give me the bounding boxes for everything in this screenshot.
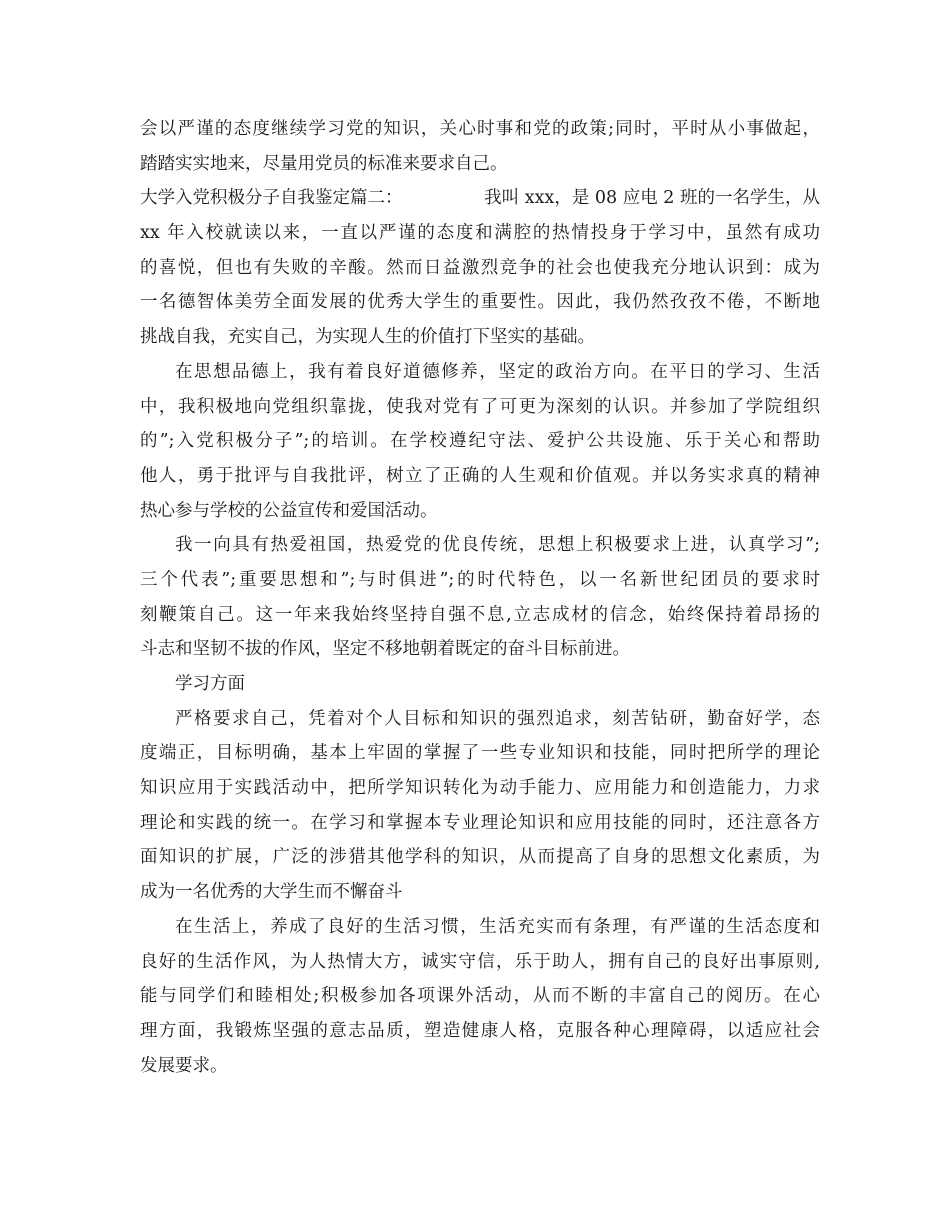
- text-line: 良好的生活作风，为人热情大方，诚实守信，乐于助人，拥有自己的良好出事原则,: [140, 951, 820, 972]
- text-line: 三个代表”;重要思想和”;与时俱进”;的时代特色，以一名新世纪团员的要求时: [140, 569, 820, 590]
- paragraph-first-line: 在生活上，养成了良好的生活习惯，生活充实而有条理，有严谨的生活态度和: [175, 916, 820, 937]
- text-line: 的喜悦，但也有失败的辛酸。然而日益激烈竞争的社会也使我充分地认识到：成为: [140, 257, 820, 278]
- text-line: 成为一名优秀的大学生而不懈奋斗: [140, 882, 403, 903]
- subsection-heading: 学习方面: [175, 674, 245, 694]
- section-heading-row: [140, 181, 820, 216]
- text-line: 他人，勇于批评与自我批评，树立了正确的人生观和价值观。并以务实求真的精神: [140, 465, 820, 486]
- text-line: 知识应用于实践活动中，把所学知识转化为动手能力、应用能力和创造能力，力求: [140, 778, 820, 799]
- text-line: 我叫 xxx，是 08 应电 2 班的一名学生，从: [484, 188, 820, 209]
- text-line: 一名德智体美劳全面发展的优秀大学生的重要性。因此，我仍然孜孜不倦，不断地: [140, 292, 820, 313]
- paragraph-first-line: 严格要求自己，凭着对个人目标和知识的强烈追求，刻苦钻研，勤奋好学，态: [175, 708, 820, 729]
- text-line: xx 年入校就读以来，一直以严谨的态度和满腔的热情投身于学习中，虽然有成功: [140, 223, 820, 244]
- text-line: 能与同学们和睦相处;积极参加各项课外活动，从而不断的丰富自己的阅历。在心: [140, 986, 820, 1007]
- document-body: [140, 112, 820, 1083]
- text-line: 会以严谨的态度继续学习党的知识，关心时事和党的政策;同时，平时从小事做起，: [140, 119, 820, 139]
- text-line: 挑战自我，充实自己，为实现人生的价值打下坚实的基础。: [140, 327, 595, 348]
- text-line: 理方面，我锻炼坚强的意志品质，塑造健康人格，克服各种心理障碍，以适应社会: [140, 1020, 820, 1041]
- paragraph-first-line: 我一向具有热爱祖国，热爱党的优良传统，思想上积极要求上进，认真学习”;: [175, 535, 820, 556]
- text-line: 热心参与学校的公益宣传和爱国活动。: [140, 500, 438, 521]
- paragraph-first-line: 在思想品德上，我有着良好道德修养，坚定的政治方向。在平日的学习、生活: [175, 361, 820, 382]
- text-line: 的”;入党积极分子”;的培训。在学校遵纪守法、爱护公共设施、乐于关心和帮助: [140, 431, 820, 452]
- text-line: 中，我积极地向党组织靠拢，使我对党有了可更为深刻的认识。并参加了学院组织: [140, 396, 820, 417]
- text-line: 度端正，目标明确，基本上牢固的掌握了一些专业知识和技能，同时把所学的理论: [140, 743, 820, 764]
- text-line: 理论和实践的统一。在学习和掌握本专业理论知识和应用技能的同时，还注意各方: [140, 812, 820, 833]
- text-line: 面知识的扩展，广泛的涉猎其他学科的知识，从而提高了自身的思想文化素质，为: [140, 847, 820, 868]
- text-line: 发展要求。: [140, 1055, 228, 1076]
- section-title: 大学入党积极分子自我鉴定篇二：: [140, 188, 403, 209]
- text-line: 踏踏实实地来，尽量用党员的标准来要求自己。: [140, 153, 508, 174]
- text-line: 斗志和坚韧不拔的作风，坚定不移地朝着既定的奋斗目标前进。: [140, 639, 630, 660]
- text-line: 刻鞭策自己。这一年来我始终坚持自强不息,立志成材的信念，始终保持着昂扬的: [140, 604, 820, 625]
